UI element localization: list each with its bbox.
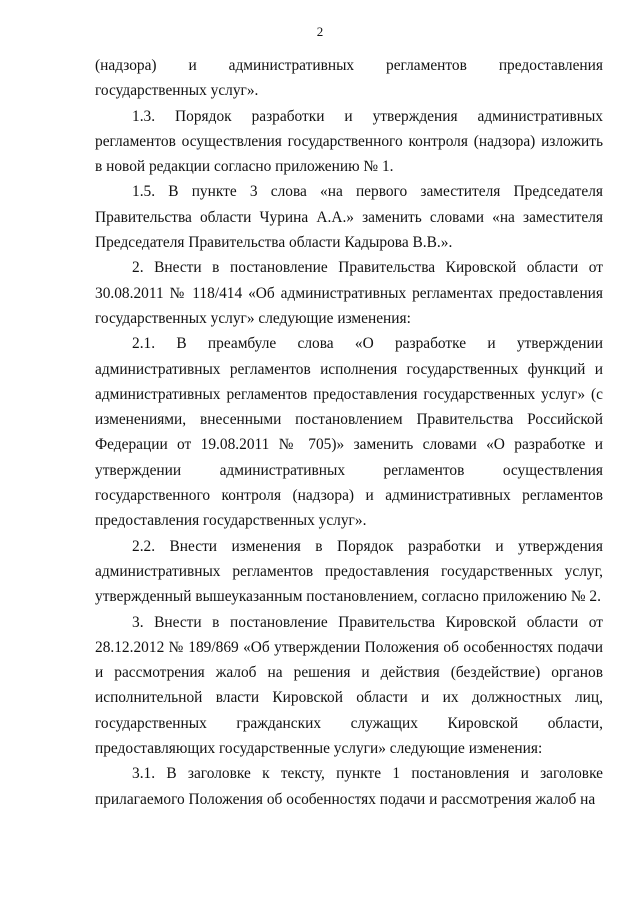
paragraph-2: 2. Внести в постановление Правительства Кировской области от 30.08.2011 № 118/414 «Об административных регламентах предоставления государственных услуг» следующие изменения: xyxy=(95,259,603,327)
paragraph-continuation: (надзора) и административных регламентов предоставления государственных услуг». xyxy=(95,57,603,100)
paragraph-3-1: 3.1. В заголовке к тексту, пункте 1 постановления и заголовке прилагаемого Положения об особенностях подачи и рассмотрения жалоб на xyxy=(95,765,603,808)
page-number: 2 xyxy=(316,24,324,39)
paragraph-1-5: 1.5. В пункте 3 слова «на первого заместителя Председателя Правительства области Чурина А.А.» заменить словами «на заместителя Председателя Правительства области Кадырова В.В.». xyxy=(95,183,603,252)
paragraph-2-1: 2.1. В преамбуле слова «О разработке и утверждении административных регламентов исполнения государственных функций и административных регламентов предоставления государственных услуг» (с изменениями, внесенными постановлением Правительства Российской Федерации от 19.08.2011 № 705)» заменить словами «О разработке и утверждении административных регламентов осуществления государственного контроля (надзора) и административных регламентов предоставления государственных услуг». xyxy=(95,335,603,530)
paragraph-1-3: 1.3. Порядок разработки и утверждения административных регламентов осуществления государственного контроля (надзора) изложить в новой редакции согласно приложению № 1. xyxy=(95,107,603,176)
paragraph-3: 3. Внести в постановление Правительства Кировской области от 28.12.2012 № 189/869 «Об утверждении Положения об особенностях подачи и рассмотрения жалоб на решения и действия (бездействие) органов исполнительной власти Кировской области и их должностных лиц, государственных гражданских служащих Кировской области, предоставляющих государственные услуги» следующие изменения: xyxy=(95,613,603,758)
document-body xyxy=(95,53,603,812)
paragraph-2-2: 2.2. Внести изменения в Порядок разработки и утверждения административных регламентов предоставления государственных услуг, утвержденный вышеуказанным постановлением, согласно приложению № 2. xyxy=(95,537,603,606)
